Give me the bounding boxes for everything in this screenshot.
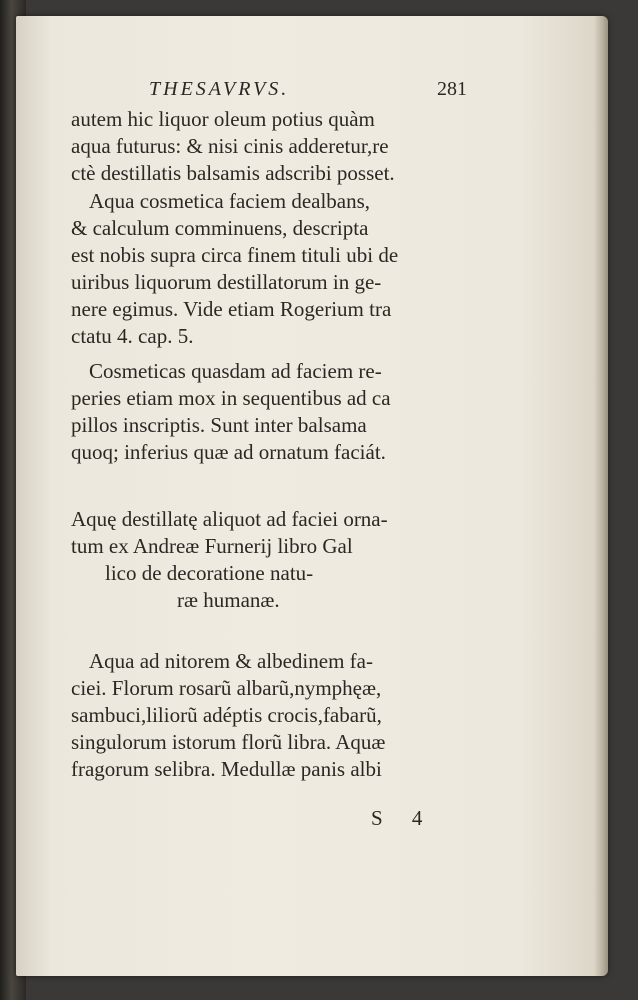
text-line: sambuci,liliorũ adéptis crocis,fabarũ, xyxy=(71,703,382,727)
text-line: uiribus liquorum destillatorum in ge- xyxy=(71,270,382,294)
paragraph-3 xyxy=(71,358,481,474)
text-line: Aqua ad nitorem & albedinem fa- xyxy=(89,649,373,673)
text-line: autem hic liquor oleum potius quàm xyxy=(71,107,375,131)
text-line: nere egimus. Vide etiam Rogerium tra xyxy=(71,297,392,321)
text-line: est nobis supra circa finem tituli ubi de xyxy=(71,243,399,267)
paragraph-2 xyxy=(71,188,481,358)
heading-line: tum ex Andreæ Furnerij libro Gal xyxy=(71,534,353,558)
text-line: fragorum selibra. Medullæ panis albi xyxy=(71,757,382,781)
text-line: ciei. Florum rosarũ albarũ,nymphęæ, xyxy=(71,676,382,700)
running-title: THESAVRVS. xyxy=(149,78,290,100)
text-line: pillos inscriptis. Sunt inter balsama xyxy=(71,413,367,437)
text-line: quoq; inferius quæ ad ornatum faciát. xyxy=(71,440,386,464)
page-header xyxy=(71,78,481,108)
text-line: & calculum comminuens, descripta xyxy=(71,216,369,240)
book-page xyxy=(16,16,608,976)
text-line: Aqua cosmetica faciem dealbans, xyxy=(89,189,371,213)
heading-line: ræ humanæ. xyxy=(177,588,280,612)
text-line: ctatu 4. cap. 5. xyxy=(71,324,194,348)
text-line: singulorum istorum florũ libra. Aquæ xyxy=(71,730,386,754)
paragraph-4 xyxy=(71,648,481,788)
text-line: Cosmeticas quasdam ad faciem re- xyxy=(89,359,382,383)
section-heading xyxy=(71,506,481,626)
text-line: peries etiam mox in sequentibus ad ca xyxy=(71,386,391,410)
signature-mark: S 4 xyxy=(371,806,435,830)
page-number: 281 xyxy=(437,78,467,100)
heading-line: lico de decoratione natu- xyxy=(105,561,314,585)
page-edge-shadow xyxy=(594,16,608,976)
text-line: ctè destillatis balsamis adscribi posset. xyxy=(71,161,395,185)
text-line: aqua futurus: & nisi cinis adderetur,re xyxy=(71,134,389,158)
paragraph-1 xyxy=(71,106,481,196)
heading-line: Aquę destillatę aliquot ad faciei orna- xyxy=(71,507,388,531)
